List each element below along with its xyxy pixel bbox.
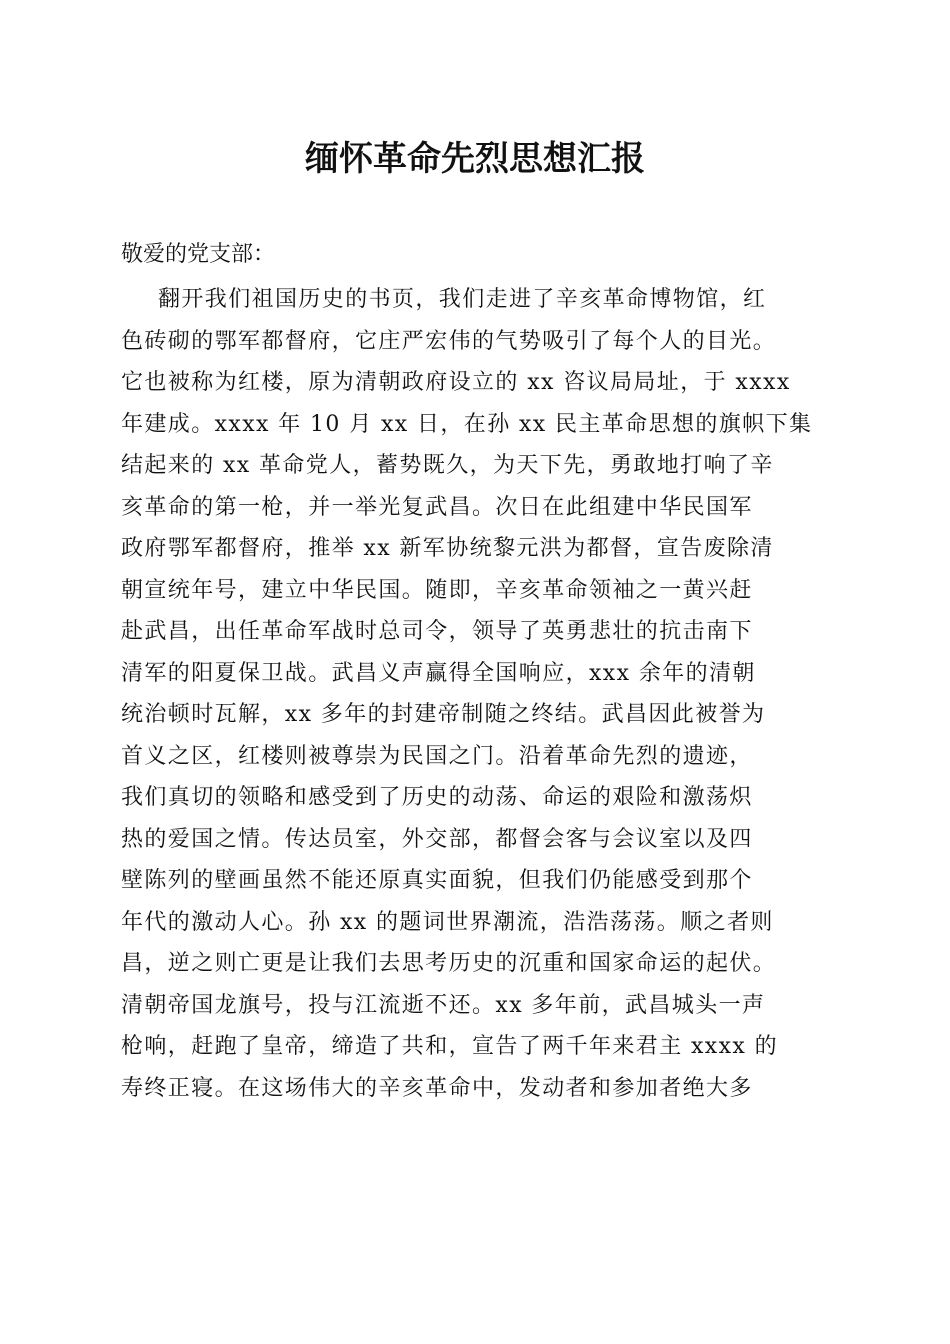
body-line: 昌，逆之则亡更是让我们去思考历史的沉重和国家命运的起伏。 [121, 951, 777, 976]
body-line: 政府鄂军都督府，推举 xx 新军协统黎元洪为都督，宣告废除清 [121, 536, 774, 561]
body-line: 色砖砌的鄂军都督府，它庄严宏伟的气势吸引了每个人的目光。 [121, 328, 777, 354]
body-line: 翻开我们祖国历史的书页，我们走进了辛亥革命博物馆，红 [158, 287, 767, 312]
body-line: 结起来的 xx 革命党人，蓄势既久，为天下先，勇敢地打响了辛 [121, 453, 774, 478]
body-line: 壁陈列的壁画虽然不能还原真实面貌，但我们仍能感受到那个 [121, 868, 753, 893]
body-line: 朝宣统年号，建立中华民国。随即，辛亥革命领袖之一黄兴赶 [121, 577, 753, 603]
body-text [121, 281, 841, 1111]
body-line: 它也被称为红楼，原为清朝政府设立的 xx 咨议局局址，于 xxxx [121, 370, 791, 395]
body-line: 年建成。xxxx 年 10 月 xx 日，在孙 xx 民主革命思想的旗帜下集 [121, 411, 813, 437]
body-line: 热的爱国之情。传达员室，外交部，都督会客与会议室以及四 [121, 826, 753, 852]
document-title: 缅怀革命先烈思想汇报 [305, 139, 645, 179]
body-line: 枪响，赶跑了皇帝，缔造了共和，宣告了两千年来君主 xxxx 的 [121, 1034, 779, 1059]
body-line: 年代的激动人心。孙 xx 的题词世界潮流，浩浩荡荡。顺之者则 [121, 909, 774, 935]
body-line: 统治顿时瓦解，xx 多年的封建帝制随之终结。武昌因此被誉为 [121, 702, 766, 727]
body-line: 我们真切的领略和感受到了历史的动荡、命运的艰险和激荡炽 [121, 785, 753, 810]
salutation: 敬爱的党支部： [121, 242, 276, 267]
body-line: 寿终正寝。在这场伟大的辛亥革命中，发动者和参加者绝大多 [121, 1075, 753, 1101]
body-line: 清军的阳夏保卫战。武昌义声赢得全国响应，xxx 余年的清朝 [121, 660, 756, 686]
body-line: 赴武昌，出任革命军战时总司令，领导了英勇悲壮的抗击南下 [121, 619, 753, 644]
body-line: 清朝帝国龙旗号，投与江流逝不还。xx 多年前，武昌城头一声 [121, 992, 766, 1018]
body-line: 亥革命的第一枪，并一举光复武昌。次日在此组建中华民国军 [121, 494, 753, 520]
body-line: 首义之区，红楼则被尊崇为民国之门。沿着革命先烈的遗迹， [121, 743, 753, 769]
